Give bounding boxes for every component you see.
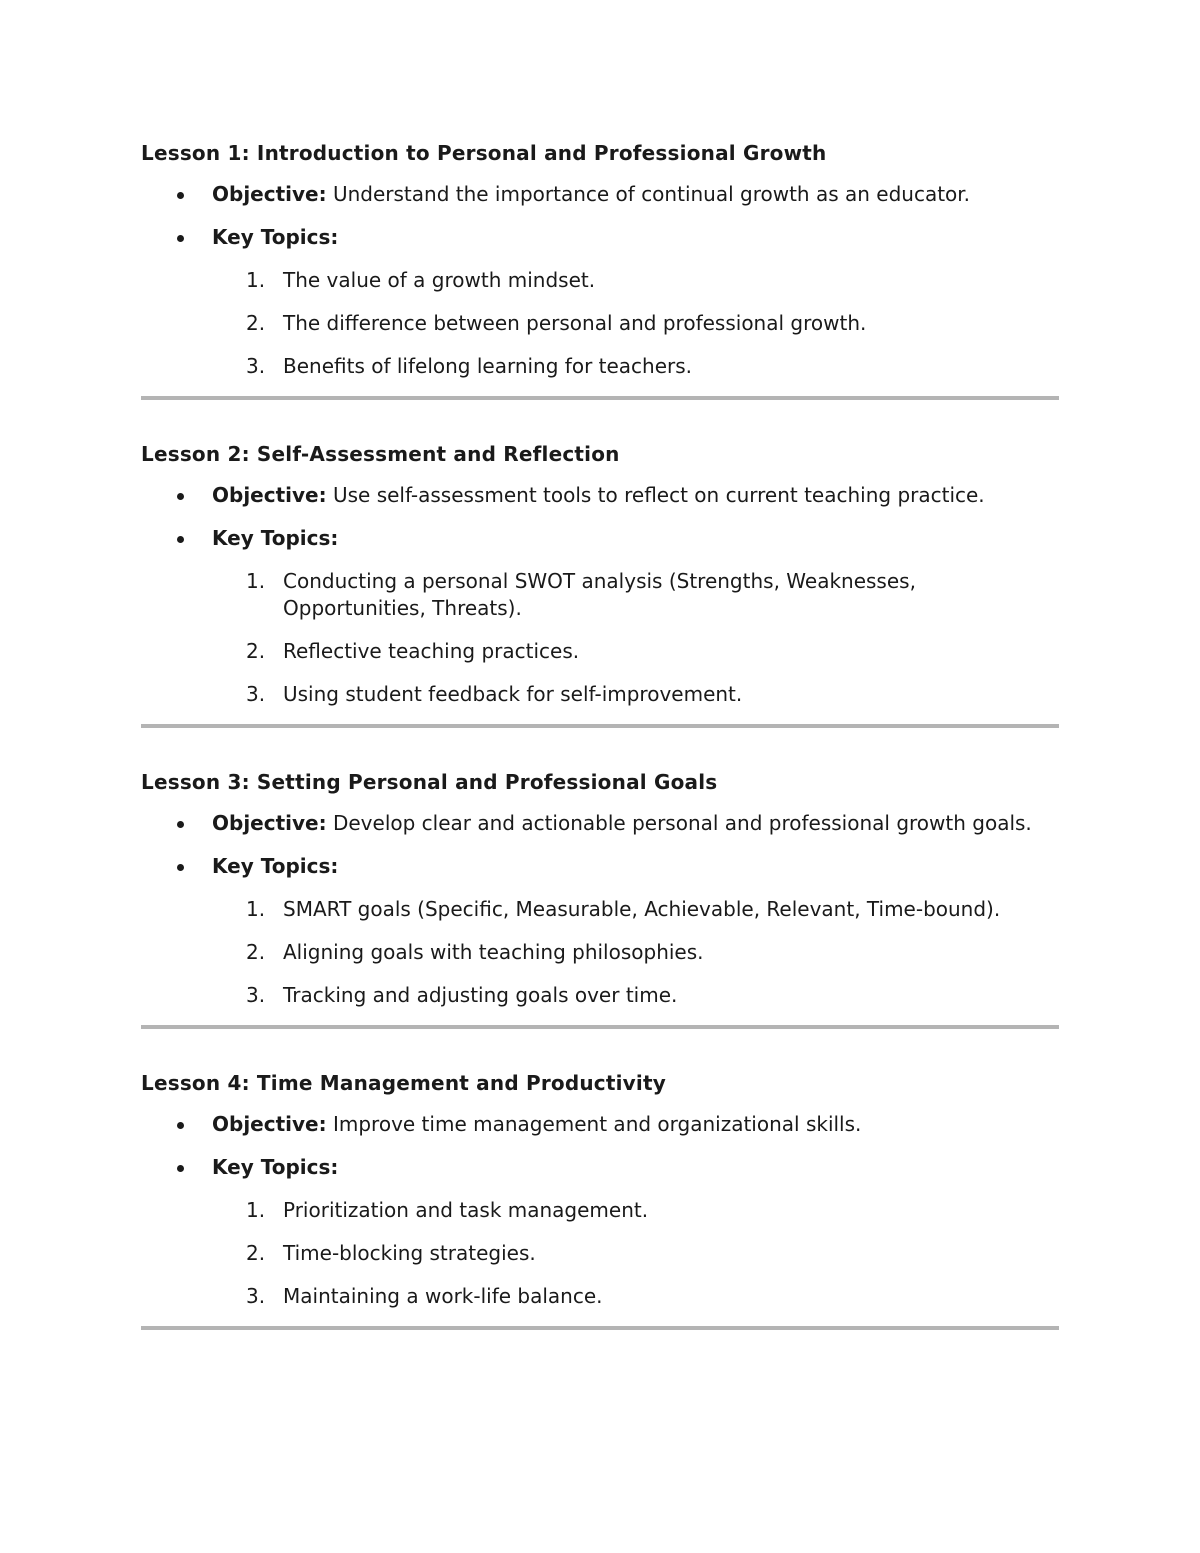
section-divider [141,1025,1059,1029]
objective-label: Objective: [212,182,327,206]
topics-list [212,896,1059,1009]
lesson-bullets [141,810,1059,1009]
key-topics-item [141,224,1059,380]
topic-text: Reflective teaching practices. [283,639,580,663]
topic-item [212,1283,1059,1310]
topic-item [212,353,1059,380]
topic-text: Conducting a personal SWOT analysis (Strengths, Weaknesses, Opportunities, Threats). [283,569,916,620]
topic-text: The difference between personal and professional growth. [283,311,867,335]
topic-number: 3. [246,682,266,706]
lesson-3 [141,768,1059,1029]
lesson-title: Lesson 2: Self-Assessment and Reflection [141,442,620,466]
topic-text: Using student feedback for self-improvement. [283,682,743,706]
topic-item [212,681,1059,708]
objective-label: Objective: [212,811,327,835]
document-page [141,139,1059,1370]
topic-text: Aligning goals with teaching philosophies. [283,940,704,964]
topic-number: 1. [246,1198,266,1222]
lesson-title: Lesson 4: Time Management and Productivity [141,1071,666,1095]
topic-item [212,982,1059,1009]
topic-number: 2. [246,940,266,964]
bullet-icon [177,493,184,500]
topic-text: Tracking and adjusting goals over time. [283,983,678,1007]
key-topics-item [141,853,1059,1009]
topic-text: Benefits of lifelong learning for teachers. [283,354,693,378]
key-topics-item [141,1154,1059,1310]
lesson-bullets [141,482,1059,708]
objective-label: Objective: [212,483,327,507]
objective-text: Improve time management and organizational skills. [326,1112,862,1136]
topic-number: 1. [246,569,266,593]
objective-item [141,482,1059,509]
key-topics-label: Key Topics: [212,526,339,550]
topic-number: 3. [246,354,266,378]
lesson-bullets [141,1111,1059,1310]
objective-text: Develop clear and actionable personal and professional growth goals. [326,811,1032,835]
bullet-icon [177,821,184,828]
key-topics-label: Key Topics: [212,854,339,878]
lesson-2 [141,440,1059,728]
objective-item [141,181,1059,208]
topic-number: 2. [246,639,266,663]
topic-text: Maintaining a work-life balance. [283,1284,603,1308]
topic-number: 2. [246,311,266,335]
topic-item [212,638,1059,665]
bullet-icon [177,235,184,242]
topic-item [212,1197,1059,1224]
objective-label: Objective: [212,1112,327,1136]
key-topics-label: Key Topics: [212,225,339,249]
section-divider [141,1326,1059,1330]
topic-text: SMART goals (Specific, Measurable, Achievable, Relevant, Time-bound). [283,897,1001,921]
topic-number: 1. [246,897,266,921]
topic-item [212,939,1059,966]
bullet-icon [177,1165,184,1172]
topic-number: 2. [246,1241,266,1265]
topic-item [212,310,1059,337]
topic-item [212,568,1059,622]
key-topics-label: Key Topics: [212,1155,339,1179]
objective-item [141,1111,1059,1138]
topic-item [212,896,1059,923]
topic-number: 3. [246,1284,266,1308]
bullet-icon [177,1122,184,1129]
topics-list [212,267,1059,380]
lesson-title: Lesson 3: Setting Personal and Professional Goals [141,770,718,794]
topic-item [212,1240,1059,1267]
lesson-bullets [141,181,1059,380]
bullet-icon [177,864,184,871]
bullet-icon [177,536,184,543]
topics-list [212,1197,1059,1310]
objective-text: Use self-assessment tools to reflect on current teaching practice. [326,483,985,507]
objective-item [141,810,1059,837]
topic-text: Prioritization and task management. [283,1198,649,1222]
lesson-1 [141,139,1059,400]
topic-item [212,267,1059,294]
topic-text: Time-blocking strategies. [283,1241,536,1265]
topic-number: 1. [246,268,266,292]
key-topics-item [141,525,1059,708]
topic-number: 3. [246,983,266,1007]
lesson-4 [141,1069,1059,1330]
topics-list [212,568,1059,708]
lesson-title: Lesson 1: Introduction to Personal and Professional Growth [141,141,827,165]
topic-text: The value of a growth mindset. [283,268,596,292]
section-divider [141,396,1059,400]
bullet-icon [177,192,184,199]
section-divider [141,724,1059,728]
objective-text: Understand the importance of continual growth as an educator. [326,182,971,206]
